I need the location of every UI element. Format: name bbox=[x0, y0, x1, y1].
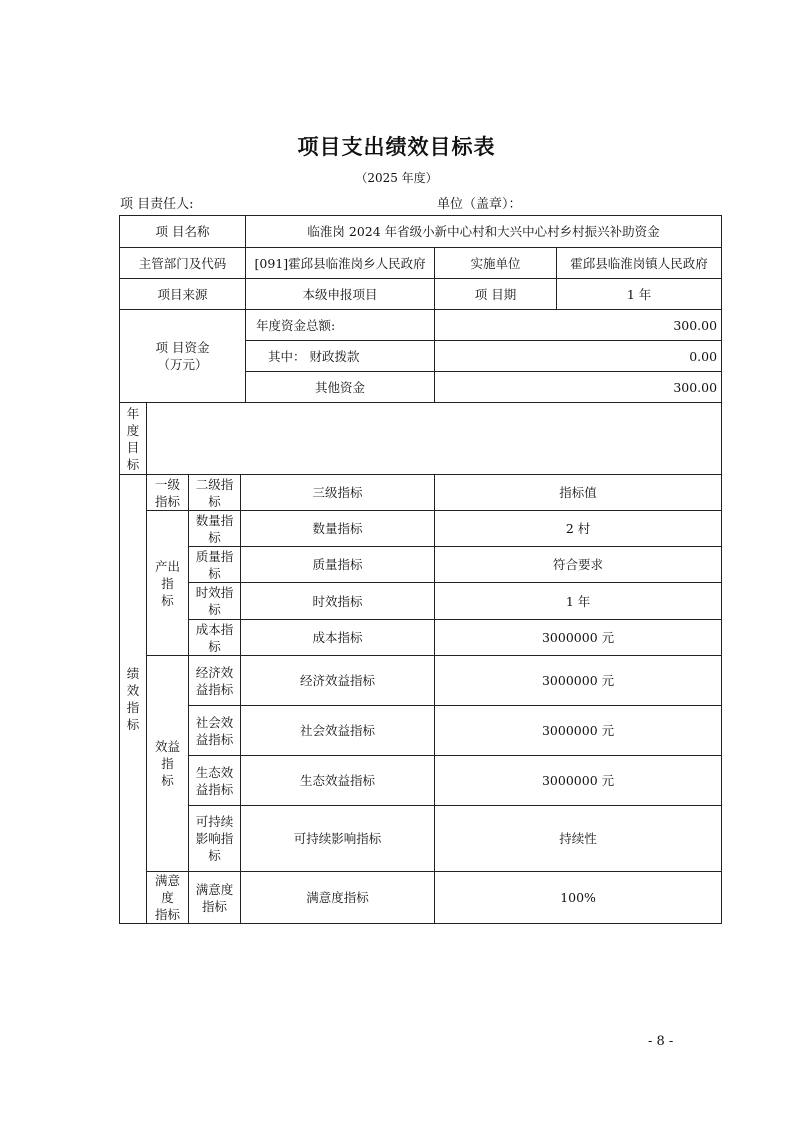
impl-value: 霍邱县临淮岗镇人民政府 bbox=[557, 248, 722, 279]
row-value: 1 年 bbox=[435, 583, 722, 620]
row-level3: 成本指标 bbox=[241, 620, 435, 656]
year-label: （2025 年度） bbox=[355, 171, 438, 185]
funds-fiscal-label: 其中： 财政拨款 bbox=[246, 341, 435, 372]
head-level2: 二级指 标 bbox=[189, 475, 241, 511]
row-level3: 满意度指标 bbox=[241, 872, 435, 924]
head-level3: 三级指标 bbox=[241, 475, 435, 511]
row-level2: 数量指 标 bbox=[189, 511, 241, 547]
period-value: 1 年 bbox=[557, 279, 722, 310]
row-level2: 成本指 标 bbox=[189, 620, 241, 656]
head-value: 指标值 bbox=[435, 475, 722, 511]
page-title: 项目支出绩效目标表 bbox=[297, 135, 496, 159]
performance-goal-table-main bbox=[119, 215, 722, 924]
head-level1: 一级 指标 bbox=[147, 475, 189, 511]
row-value: 3000000 元 bbox=[435, 756, 722, 806]
source-label: 项目来源 bbox=[120, 279, 246, 310]
funds-fiscal-value: 0.00 bbox=[435, 341, 722, 372]
funds-other-label: 其他资金 bbox=[246, 372, 435, 403]
project-name-label: 项 目名称 bbox=[120, 216, 246, 248]
row-level3: 经济效益指标 bbox=[241, 656, 435, 706]
indicator-section-label: 绩 效 指 标 bbox=[120, 475, 147, 924]
period-label: 项 目期 bbox=[435, 279, 557, 310]
row-level2: 可持续 影响指 标 bbox=[189, 806, 241, 872]
benefit-indicator-label: 效益指 标 bbox=[147, 656, 189, 872]
funds-other-value: 300.00 bbox=[435, 372, 722, 403]
row-value: 符合要求 bbox=[435, 547, 722, 583]
source-value: 本级申报项目 bbox=[246, 279, 435, 310]
funds-total-value: 300.00 bbox=[435, 310, 722, 341]
row-level2: 经济效 益指标 bbox=[189, 656, 241, 706]
row-level3: 数量指标 bbox=[241, 511, 435, 547]
annual-goal-label: 年 度 目 标 bbox=[120, 403, 147, 475]
row-level3: 质量指标 bbox=[241, 547, 435, 583]
dept-label: 主管部门及代码 bbox=[120, 248, 246, 279]
row-level3: 社会效益指标 bbox=[241, 706, 435, 756]
row-level2: 生态效 益指标 bbox=[189, 756, 241, 806]
page-number: - 8 - bbox=[648, 1034, 674, 1049]
row-level2: 质量指 标 bbox=[189, 547, 241, 583]
satisfaction-indicator-label: 满意度 指标 bbox=[147, 872, 189, 924]
dept-value: [091]霍邱县临淮岗乡人民政府 bbox=[246, 248, 435, 279]
row-value: 3000000 元 bbox=[435, 656, 722, 706]
row-value: 2 村 bbox=[435, 511, 722, 547]
row-value: 持续性 bbox=[435, 806, 722, 872]
row-value: 3000000 元 bbox=[435, 620, 722, 656]
row-level2: 社会效 益指标 bbox=[189, 706, 241, 756]
row-value: 3000000 元 bbox=[435, 706, 722, 756]
row-level2: 满意度 指标 bbox=[189, 872, 241, 924]
project-name-value: 临淮岗 2024 年省级小新中心村和大兴中心村乡村振兴补助资金 bbox=[246, 216, 722, 248]
impl-label: 实施单位 bbox=[435, 248, 557, 279]
row-level3: 可持续影响指标 bbox=[241, 806, 435, 872]
row-level3: 时效指标 bbox=[241, 583, 435, 620]
output-indicator-label: 产出指 标 bbox=[147, 511, 189, 656]
responsible-person-label: 项 目责任人: bbox=[120, 197, 194, 212]
row-level3: 生态效益指标 bbox=[241, 756, 435, 806]
row-level2: 时效指 标 bbox=[189, 583, 241, 620]
funds-total-label: 年度资金总额: bbox=[246, 310, 435, 341]
funds-label: 项 目资金 （万元） bbox=[120, 310, 246, 403]
row-value: 100% bbox=[435, 872, 722, 924]
annual-goal-content bbox=[147, 403, 722, 475]
unit-seal-label: 单位（盖章）： bbox=[437, 197, 522, 212]
